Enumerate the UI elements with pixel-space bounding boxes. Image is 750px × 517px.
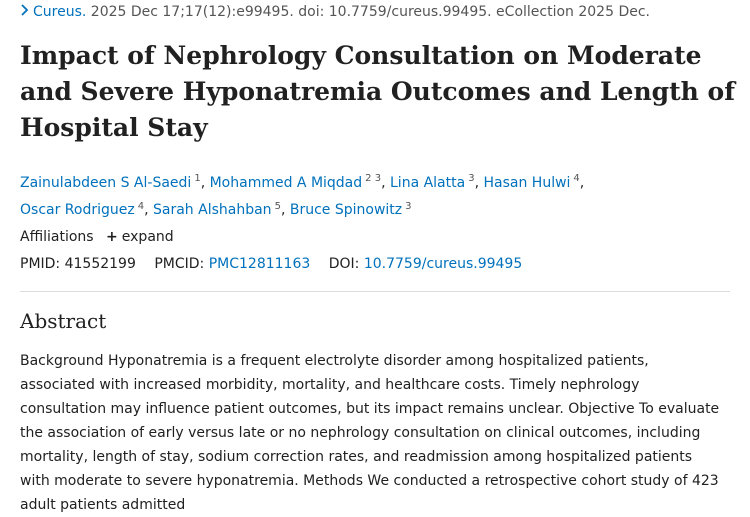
author-item: Oscar Rodriguez $^4$, bbox=[20, 200, 153, 219]
author-affiliation-refs bbox=[468, 173, 474, 184]
citation-details: 2025 Dec 17;17(12):e99495. doi: 10.7759/cureus.99495. eCollection 2025 Dec. bbox=[90, 4, 650, 20]
author-affiliation-refs bbox=[365, 173, 381, 184]
author-link[interactable]: Lina Alatta bbox=[390, 174, 466, 191]
author-affiliation-refs bbox=[405, 201, 411, 212]
affiliation-ref-link[interactable]: 3 bbox=[405, 200, 412, 212]
affiliations-expand-button[interactable] bbox=[106, 229, 174, 245]
author-link[interactable]: Hasan Hulwi bbox=[483, 174, 571, 191]
author-item: Mohammed A Miqdad $^{2 3}$, bbox=[209, 173, 390, 191]
affiliation-ref-link[interactable]: 4 bbox=[137, 200, 145, 212]
doi-link[interactable]: 10.7759/cureus.99495 bbox=[363, 256, 523, 272]
affiliations-label: Affiliations bbox=[20, 229, 94, 245]
author-list bbox=[20, 167, 720, 222]
pmcid-label: PMCID: bbox=[154, 256, 205, 272]
abstract-heading: Abstract bbox=[20, 309, 107, 333]
identifiers-row bbox=[20, 256, 536, 272]
affiliation-ref-link[interactable]: 2 bbox=[365, 173, 372, 184]
author-affiliation-refs bbox=[138, 201, 144, 212]
affiliation-ref-link[interactable]: 5 bbox=[274, 200, 281, 212]
article-title: Impact of Nephrology Consultation on Moderate and Severe Hyponatremia Outcomes and Length of Hospital Stay bbox=[20, 41, 735, 142]
journal-link[interactable]: Cureus. bbox=[33, 4, 87, 20]
section-divider bbox=[20, 291, 730, 292]
author-affiliation-refs bbox=[194, 173, 200, 184]
citation-line bbox=[20, 4, 650, 20]
author-affiliation-refs bbox=[275, 201, 281, 212]
author-item: Sarah Alshahban $^5$, bbox=[153, 200, 290, 219]
author-link[interactable]: Sarah Alshahban bbox=[153, 202, 272, 219]
doi-label: DOI: bbox=[328, 256, 360, 272]
author-link[interactable]: Bruce Spinowitz bbox=[289, 202, 403, 219]
author-item bbox=[290, 202, 412, 218]
affiliation-ref-link[interactable]: 3 bbox=[374, 173, 382, 184]
affiliation-ref-link[interactable]: 3 bbox=[468, 173, 475, 184]
affiliations-row bbox=[20, 229, 174, 245]
author-link[interactable]: Oscar Rodriguez bbox=[20, 202, 135, 219]
affiliation-ref-link[interactable]: 4 bbox=[573, 173, 580, 184]
author-item: Hasan Hulwi $^4$, bbox=[483, 173, 585, 191]
author-item: Zainulabdeen S Al-Saedi $^1$, bbox=[20, 173, 210, 191]
affiliation-ref-link[interactable]: 1 bbox=[194, 173, 201, 184]
author-item: Lina Alatta $^3$, bbox=[390, 173, 484, 191]
abstract-text: Background Hyponatremia is a frequent electrolyte disorder among hospitalized patients, associated with increased morbidity, mortality, and healthcare costs. Timely nephrology consultation may influence patient outcomes, but its impact remains unclear. Objective To evaluate the association of early versus late or no nephrology consultation on clinical outcomes, including mortality, length of stay, sodium correction rates, and readmission among hospitalized patients with moderate to severe hyponatremia. Methods We conducted a retrospective cohort study of 423 adult patients admitted bbox=[20, 353, 720, 513]
chevron-right-icon[interactable] bbox=[20, 4, 29, 20]
expand-label: expand bbox=[121, 229, 174, 245]
author-affiliation-refs bbox=[573, 173, 579, 184]
pmid-label: PMID: bbox=[20, 256, 61, 272]
plus-icon: + bbox=[106, 229, 118, 245]
pmcid-link[interactable]: PMC12811163 bbox=[208, 256, 311, 272]
pmid-value: 41552199 bbox=[64, 256, 136, 272]
author-link[interactable]: Zainulabdeen S Al-Saedi bbox=[20, 174, 192, 191]
author-link[interactable]: Mohammed A Miqdad bbox=[209, 174, 363, 191]
